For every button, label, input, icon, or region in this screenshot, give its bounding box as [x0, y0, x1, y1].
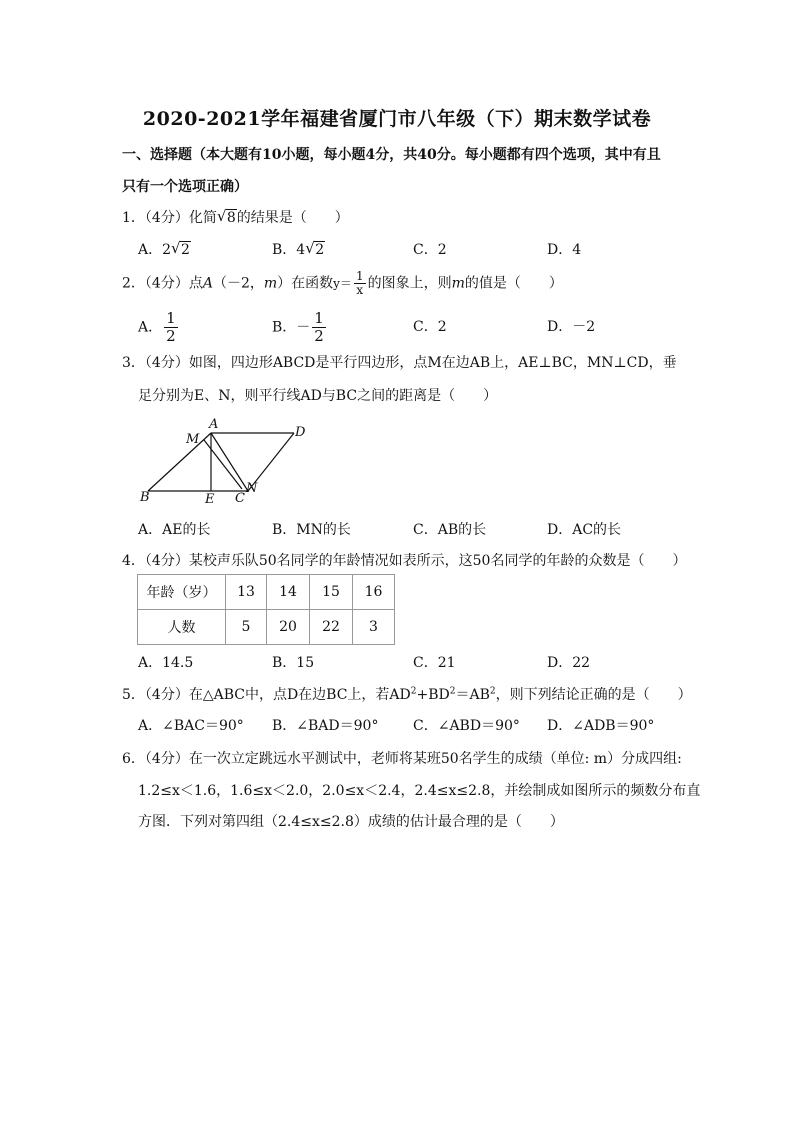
q2-option-a-den: 2 — [166, 327, 176, 345]
label-a: A — [209, 417, 219, 432]
q2-option-b[interactable] — [272, 310, 328, 345]
q5-stem-c: ＝AB — [455, 687, 490, 703]
label-m: M — [186, 432, 200, 447]
parallelogram-figure — [138, 414, 318, 506]
label-c: C — [235, 491, 245, 506]
q5-option-d[interactable]: D．∠ADB＝90° — [547, 718, 655, 734]
q1-option-a[interactable]: A．2 √ 2 — [138, 239, 190, 258]
table-cell: 15 — [310, 575, 353, 610]
q2-option-b-label: B．－ — [272, 319, 311, 336]
q1-option-a-radicand: 2 — [181, 242, 190, 258]
segment-ac — [211, 433, 248, 491]
section-heading-line1: 一、选择题（本大题有10小题，每小题4分，共40分。每小题都有四个选项，其中有且 — [122, 147, 661, 163]
question-4-stem: 4．（4分）某校声乐队50名同学的年龄情况如表所示，这50名同学的年龄的众数是（ ） — [122, 553, 687, 569]
segment-mn — [204, 440, 242, 489]
q2-suffix-b: 的值是（ ） — [464, 275, 563, 292]
q4-option-a[interactable]: A．14.5 — [138, 655, 194, 671]
section-heading — [122, 139, 682, 203]
table-cell: 14 — [267, 575, 310, 610]
q1-option-d[interactable]: D．4 — [547, 242, 582, 258]
q2-option-b-den: 2 — [314, 327, 324, 345]
q1-option-b-radicand: 2 — [315, 242, 325, 258]
question-2-stem — [122, 270, 563, 297]
table-header-row — [138, 575, 395, 610]
q1-option-b-label: B．4 — [272, 242, 306, 258]
table-cell: 13 — [226, 575, 267, 610]
question-3-line1: 3．（4分）如图，四边形ABCD是平行四边形，点M在边AB上，AE⊥BC，MN⊥CD，垂 — [122, 355, 677, 371]
q4-option-d[interactable]: D．22 — [547, 655, 591, 671]
question-6-line2: 1.2≤x＜1.6，1.6≤x＜2.0，2.0≤x＜2.4，2.4≤x≤2.8，并绘制成如图所示的频数分布直 — [138, 783, 701, 799]
table-cell: 20 — [267, 610, 310, 645]
q3-option-a[interactable]: A．AE的长 — [138, 522, 211, 538]
q5-option-c[interactable]: C．∠ABD＝90° — [413, 718, 520, 734]
question-6-line3: 方图．下列对第四组（2.4≤x≤2.8）成绩的估计最合理的是（ ） — [138, 814, 564, 830]
question-5-stem — [122, 684, 692, 704]
q5-option-b[interactable]: B．∠BAD＝90° — [272, 718, 379, 734]
q2-option-d[interactable]: D．－2 — [547, 319, 596, 335]
q5-sup-1: 2 — [410, 686, 417, 697]
label-n: N — [246, 481, 258, 496]
q2-option-c[interactable]: C．2 — [413, 319, 447, 335]
side-ab — [148, 433, 211, 491]
table-cell: 3 — [353, 610, 395, 645]
q5-sup-2: 2 — [449, 686, 456, 697]
q2-func-y: y＝ — [333, 276, 352, 291]
q1-option-b[interactable]: B．4 √ 2 — [272, 239, 325, 258]
q5-stem-a: 5．（4分）在△ABC中，点D在边BC上，若AD — [122, 687, 411, 703]
label-e: E — [205, 492, 215, 506]
q2-coord-close: ）在函数 — [277, 275, 334, 292]
page-title: 2020-2021学年福建省厦门市八年级（下）期末数学试卷 — [142, 108, 652, 130]
q2-suffix-a: 的图象上，则 — [367, 275, 452, 292]
question-1-stem — [122, 207, 349, 227]
q2-option-a-label: A． — [138, 319, 163, 336]
q2-func-fraction — [354, 270, 366, 297]
label-d: D — [295, 425, 306, 440]
question-6-line1: 6．（4分）在一次立定跳远水平测试中，老师将某班50名学生的成绩（单位: m）分成四组: — [122, 751, 682, 767]
q1-radical: √ 8 — [216, 207, 236, 226]
q5-stem-b: +BD — [416, 687, 450, 703]
q2-func-den: x — [356, 283, 364, 297]
q1-option-a-label: A．2 — [138, 242, 172, 258]
table-cell: 16 — [353, 575, 395, 610]
label-b: B — [140, 490, 150, 505]
q2-m: m — [263, 275, 278, 292]
q4-option-c[interactable]: C．21 — [413, 655, 456, 671]
q3-option-b[interactable]: B．MN的长 — [272, 522, 351, 538]
q2-point: A — [202, 275, 213, 292]
q5-sup-3: 2 — [489, 686, 496, 697]
q5-option-a[interactable]: A．∠BAC＝90° — [138, 718, 244, 734]
question-3-line2: 足分别为E、N，则平行线AD与BC之间的距离是（ ） — [138, 388, 498, 404]
q5-stem-d: ，则下列结论正确的是（ ） — [495, 687, 692, 703]
q2-coord-open: （－2， — [212, 275, 264, 292]
table-row — [138, 610, 395, 645]
q2-option-a[interactable] — [138, 310, 180, 345]
table-cell: 人数 — [138, 610, 226, 645]
table-cell: 22 — [310, 610, 353, 645]
q3-option-c[interactable]: C．AB的长 — [413, 522, 487, 538]
q2-func-num: 1 — [355, 269, 364, 283]
q3-option-d[interactable]: D．AC的长 — [547, 522, 622, 538]
table-cell: 年龄（岁） — [138, 575, 226, 610]
q4-option-b[interactable]: B．15 — [272, 655, 315, 671]
q1-radicand: 8 — [226, 210, 236, 226]
q2-prefix: 2．（4分）点 — [122, 275, 203, 292]
q2-option-b-num: 1 — [314, 309, 324, 327]
age-table — [137, 574, 395, 645]
q1-prefix: 1．（4分）化简 — [122, 210, 217, 226]
q1-option-c[interactable]: C．2 — [413, 242, 447, 258]
table-cell: 5 — [226, 610, 267, 645]
q1-suffix: 的结果是（ ） — [236, 210, 349, 226]
q2-option-a-num: 1 — [166, 309, 176, 327]
section-heading-line2: 只有一个选项正确） — [122, 179, 248, 195]
q2-suffix-m: m — [451, 275, 465, 292]
